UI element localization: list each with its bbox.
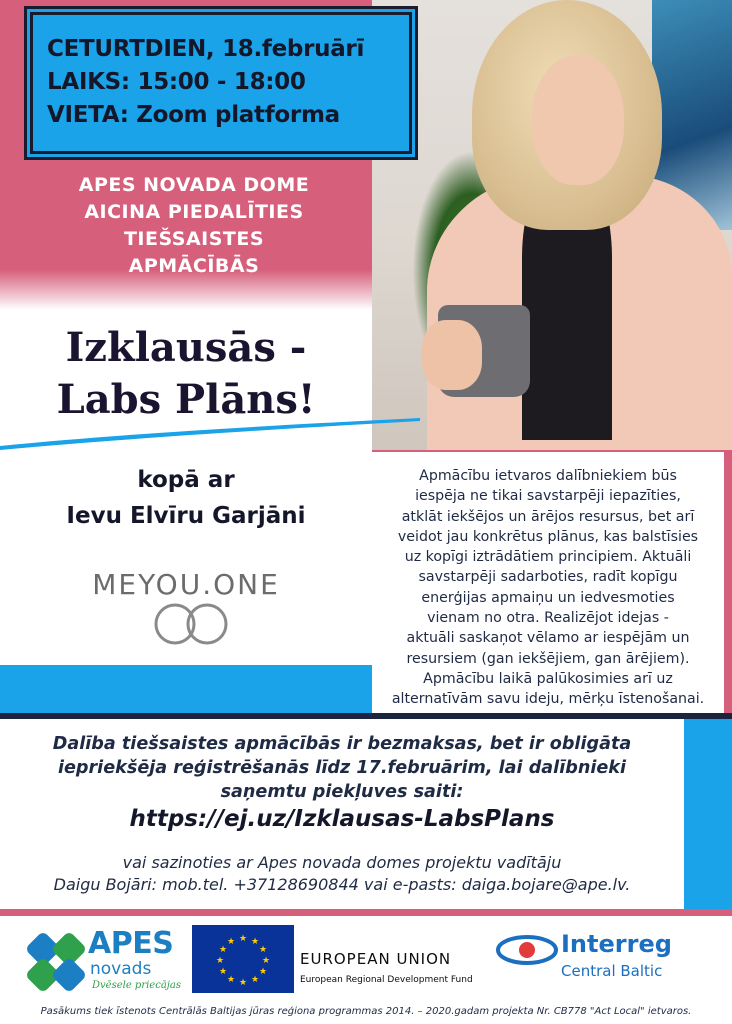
pink-divider <box>0 909 732 916</box>
event-location: VIETA: Zoom platforma <box>47 102 340 128</box>
invitation-line: APMĀCĪBĀS <box>128 255 260 277</box>
description-line: atklāt iekšējos un ārējos resursus, bet arī <box>401 508 695 525</box>
description-line: iespēja ne tikai savstarpēji iepazīties, <box>415 488 681 505</box>
eu-flag-icon <box>192 925 294 993</box>
registration-link[interactable]: https://ej.uz/Izklausas-LabsPlans <box>129 806 555 832</box>
apes-logo-tagline: Dvēsele priecājas <box>92 980 181 991</box>
svg-text:★: ★ <box>258 967 268 977</box>
footer-note: Pasākums tiek īstenots Centrālās Baltijas jūras reģiona programmas 2014. – 2020.gadam projekta Nr. CB778 "Act Local" ietvaros. <box>40 1006 692 1017</box>
registration-line: saņemtu piekļuves saiti: <box>220 782 464 802</box>
registration-line: Dalība tiešsaistes apmācībās ir bezmaksas, bet ir obligāta <box>52 734 632 754</box>
event-title-line: Labs Plāns! <box>56 376 316 423</box>
description-text <box>372 452 724 715</box>
svg-text:★: ★ <box>261 956 271 966</box>
description-line: savstarpēji sadarboties, radīt kopīgu <box>418 569 678 586</box>
svg-text:★: ★ <box>218 967 228 977</box>
invitation-line: AICINA PIEDALĪTIES <box>84 201 304 223</box>
invitation-line: APES NOVADA DOME <box>78 174 310 196</box>
contact-line: Daigu Bojāri: mob.tel. +37128690844 vai e-pasts: daiga.bojare@ape.lv. <box>53 875 631 894</box>
description-line: veidot jau konkrētus plānus, kas balstīsies <box>397 528 699 545</box>
event-time: LAIKS: 15:00 - 18:00 <box>47 69 306 95</box>
blue-stripe-left <box>0 665 372 715</box>
interreg-mark-icon <box>496 934 558 966</box>
description-line: vienam no otra. Realizējot idejas - <box>427 610 669 627</box>
svg-text:★: ★ <box>226 975 236 985</box>
event-date: CETURTDIEN, 18.februārī <box>47 36 365 62</box>
svg-text:★: ★ <box>226 937 236 947</box>
two-rings-icon <box>143 600 239 648</box>
apes-logo-title: APES <box>88 926 174 961</box>
eu-logo-subtitle: European Regional Development Fund <box>300 975 473 985</box>
navy-divider <box>0 713 732 719</box>
svg-text:★: ★ <box>238 978 248 988</box>
description-line: enerģijas apmaiņu un iedvesmoties <box>421 589 675 606</box>
registration-text <box>0 732 684 804</box>
meyou-logo-text: MEYOU.ONE <box>92 568 280 601</box>
event-title-line: Izklausās - <box>65 324 307 371</box>
apes-logo-subtitle: novads <box>90 959 152 979</box>
svg-text:★: ★ <box>250 937 260 947</box>
speaker-fullname: Ievu Elvīru Garjāni <box>66 503 306 529</box>
description-line: Apmācību laikā palūkosimies arī uz <box>423 670 673 687</box>
svg-text:★: ★ <box>238 934 248 944</box>
photo-hand <box>422 320 482 390</box>
description-line: uz kopīgi iztrādātiem principiem. Aktuāli <box>404 549 692 566</box>
description-line: resursiem (gan iekšējiem, gan ārējiem). <box>406 650 690 667</box>
blue-stripe-right <box>684 719 732 909</box>
svg-text:★: ★ <box>218 945 228 955</box>
interreg-logo-subtitle: Central Baltic <box>561 962 663 980</box>
svg-text:★: ★ <box>258 945 268 955</box>
speaker-name <box>0 462 372 534</box>
svg-text:★: ★ <box>250 975 260 985</box>
eu-logo-title: EUROPEAN UNION <box>300 950 452 968</box>
contact-line: vai sazinoties ar Apes novada domes projektu vadītāju <box>122 853 562 872</box>
invitation-text <box>38 172 350 280</box>
event-title <box>0 322 372 426</box>
blue-swoosh <box>0 412 420 452</box>
invitation-line: TIEŠSAISTES <box>123 228 265 250</box>
speaker-photo <box>372 0 732 450</box>
registration-line: iepriekšēja reģistrēšanās līdz 17.februārim, lai dalībnieki <box>57 758 627 778</box>
description-line: alternatīvām savu ideju, mērķu īstenošanai. <box>391 691 705 708</box>
event-info-box <box>30 12 412 154</box>
description-line: Apmācību ietvaros dalībniekiem būs <box>419 468 677 484</box>
description-line: aktuāli saskaņot vēlamo ar iespējām un <box>406 630 690 647</box>
photo-face <box>532 55 624 185</box>
speaker-prefix: kopā ar <box>137 467 235 493</box>
contact-text <box>0 852 684 896</box>
svg-text:★: ★ <box>215 956 225 966</box>
interreg-logo-title: Interreg <box>561 930 672 958</box>
